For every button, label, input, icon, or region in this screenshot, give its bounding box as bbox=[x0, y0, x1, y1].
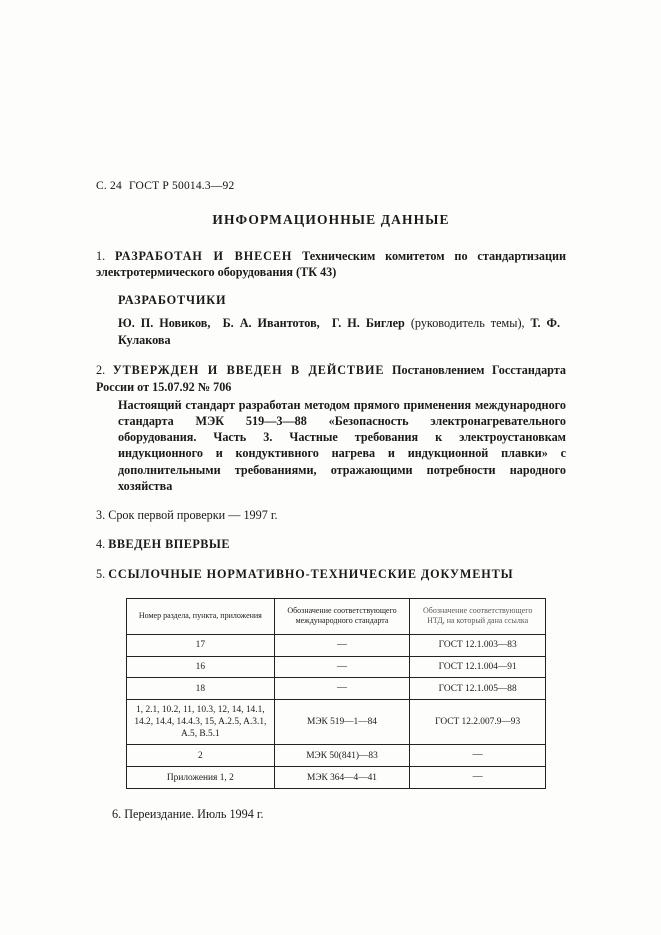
info-item-3-text: Срок первой проверки — 1997 г. bbox=[108, 508, 278, 523]
info-item-3-number: 3. bbox=[96, 508, 106, 523]
info-item-2-approval: Постановлением Госстандарта России от 15.07.92 № 706 bbox=[96, 363, 567, 394]
developers-names-line1: Ю. П. Новиков, Б. А. Ивантотов, Г. Н. Биглер bbox=[118, 316, 405, 331]
info-item-2-body: Настоящий стандарт разработан методом прямого применения международного стандарта МЭК 519—3—88 «Безопасность электронагревательного оборудования. Часть 3. Частные требования к электроустановкам индукционного и кондуктивного нагрева и индукционной плавки» с дополнительными требованиями, отражающими потребности народного хозяйства bbox=[118, 397, 566, 493]
developers-heading: РАЗРАБОТЧИКИ bbox=[118, 293, 227, 308]
cell-iec: МЭК 519—1—84 bbox=[274, 700, 410, 745]
table-row bbox=[127, 767, 546, 789]
table-body bbox=[127, 634, 546, 788]
info-item-1 bbox=[96, 248, 566, 280]
reference-documents-table bbox=[126, 598, 546, 789]
cell-iec: МЭК 364—4—41 bbox=[274, 767, 410, 789]
info-item-4-number: 4. bbox=[96, 537, 106, 552]
table-row bbox=[127, 656, 546, 678]
table-row bbox=[127, 634, 546, 656]
cell-section: Приложения 1, 2 bbox=[127, 767, 275, 789]
info-item-1-number: 1. bbox=[96, 249, 106, 263]
info-item-3 bbox=[96, 507, 566, 523]
info-item-6-text: Переиздание. Июль 1994 г. bbox=[124, 806, 264, 821]
cell-iec: — bbox=[274, 656, 410, 678]
cell-iec: — bbox=[274, 634, 410, 656]
cell-ntd: — bbox=[410, 767, 546, 789]
table-row bbox=[127, 678, 546, 700]
developers-names-line2: Т. Ф. Кулакова bbox=[118, 316, 560, 347]
cell-ntd: ГОСТ 12.1.003—83 bbox=[410, 634, 546, 656]
info-item-2-label: УТВЕРЖДЕН И ВВЕДЕН В ДЕЙСТВИЕ bbox=[112, 363, 385, 378]
table-header-cell-3: Обозначение соответствующего НТД, на который дана ссылка bbox=[410, 598, 546, 634]
cell-section: 17 bbox=[127, 634, 275, 656]
cell-section: 1, 2.1, 10.2, 11, 10.3, 12, 14, 14.1, 14.2, 14.4, 14.4.3, 15, A.2.5, A.3.1, A.5, B.5.1 bbox=[127, 700, 275, 745]
table-header-cell-1: Номер раздела, пункта, приложения bbox=[127, 598, 275, 634]
info-item-4-text: ВВЕДЕН ВПЕРВЫЕ bbox=[108, 537, 231, 552]
info-item-6-number: 6. bbox=[112, 806, 122, 821]
table-row bbox=[127, 700, 546, 745]
info-item-4 bbox=[96, 536, 566, 552]
cell-ntd: ГОСТ 12.2.007.9—93 bbox=[410, 700, 546, 745]
info-item-6 bbox=[112, 807, 566, 822]
developers-role-note: (руководитель темы), bbox=[410, 316, 525, 331]
table-header-cell-2: Обозначение соответствующего международного стандарта bbox=[274, 598, 410, 634]
table-row bbox=[127, 745, 546, 767]
info-item-5-text: ССЫЛОЧНЫЕ НОРМАТИВНО-ТЕХНИЧЕСКИЕ ДОКУМЕНТЫ bbox=[108, 566, 514, 581]
page-title: ИНФОРМАЦИОННЫЕ ДАННЫЕ bbox=[212, 212, 450, 227]
page-content bbox=[96, 180, 566, 822]
table-head bbox=[127, 598, 546, 634]
page-header bbox=[96, 180, 566, 192]
cell-section: 18 bbox=[127, 678, 275, 700]
cell-section: 2 bbox=[127, 745, 275, 767]
cell-ntd: ГОСТ 12.1.005—88 bbox=[410, 678, 546, 700]
info-item-2-number: 2. bbox=[96, 363, 106, 378]
cell-section: 16 bbox=[127, 656, 275, 678]
info-item-5-number: 5. bbox=[96, 566, 106, 581]
cell-iec: — bbox=[274, 678, 410, 700]
info-item-2 bbox=[96, 362, 566, 494]
cell-ntd: ГОСТ 12.1.004—91 bbox=[410, 656, 546, 678]
cell-iec: МЭК 50(841)—83 bbox=[274, 745, 410, 767]
table-header-row bbox=[127, 598, 546, 634]
standard-designation: ГОСТ Р 50014.3—92 bbox=[129, 180, 235, 192]
info-item-5 bbox=[96, 566, 566, 582]
developers-list bbox=[118, 315, 560, 348]
cell-ntd: — bbox=[410, 745, 546, 767]
info-item-1-text: Техническим комитетом по стандартизации электротермического оборудования (ТК 43) bbox=[96, 249, 567, 280]
info-item-1-label: РАЗРАБОТАН И ВНЕСЕН bbox=[115, 249, 293, 263]
page-number-label: С. 24 bbox=[96, 180, 122, 192]
